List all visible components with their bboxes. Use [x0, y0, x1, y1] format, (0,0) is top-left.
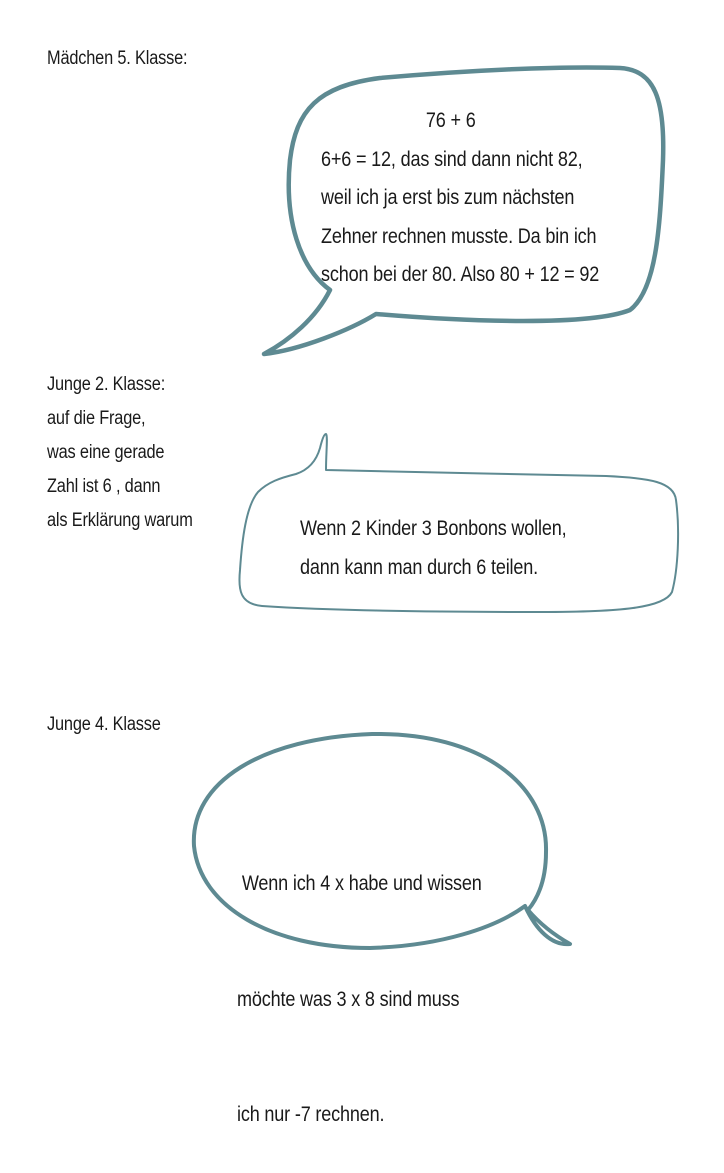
bubble3-line-1: Wenn ich 4 x habe und wissen [237, 872, 482, 895]
bubble1-line-5: schon bei der 80. Also 80 + 12 = 92 [321, 263, 600, 286]
bubble2-line-1: Wenn 2 Kinder 3 Bonbons wollen, [300, 517, 567, 540]
section2-label-line-1: Junge 2. Klasse: [47, 374, 166, 395]
bubble3-line-2: möchte was 3 x 8 sind muss [237, 987, 460, 1011]
section1-bubble-text [321, 102, 599, 295]
section2-label-line-4: Zahl ist 6 , dann [47, 476, 161, 497]
section3-label: Junge 4. Klasse [47, 714, 161, 735]
section2-label-line-3: was eine gerade [47, 442, 165, 463]
bubble1-line-4: Zehner rechnen musste. Da bin ich [321, 224, 597, 248]
bubble3-line-3: ich nur -7 rechnen. [237, 1103, 385, 1126]
section2-label-line-5: als Erklärung warum [47, 510, 193, 531]
section2-label [47, 368, 193, 538]
section2-label-line-2: auf die Frage, [47, 408, 146, 429]
section3-bubble-text [237, 788, 482, 1173]
bubble1-line-3: weil ich ja erst bis zum nächsten [321, 186, 575, 209]
bubble1-line-2: 6+6 = 12, das sind dann nicht 82, [321, 147, 583, 171]
bubble2-line-2: dann kann man durch 6 teilen. [300, 555, 538, 579]
section2-bubble-text [300, 510, 566, 587]
section1-label: Mädchen 5. Klasse: [47, 48, 188, 69]
bubble1-line-1: 76 + 6 [425, 109, 476, 132]
